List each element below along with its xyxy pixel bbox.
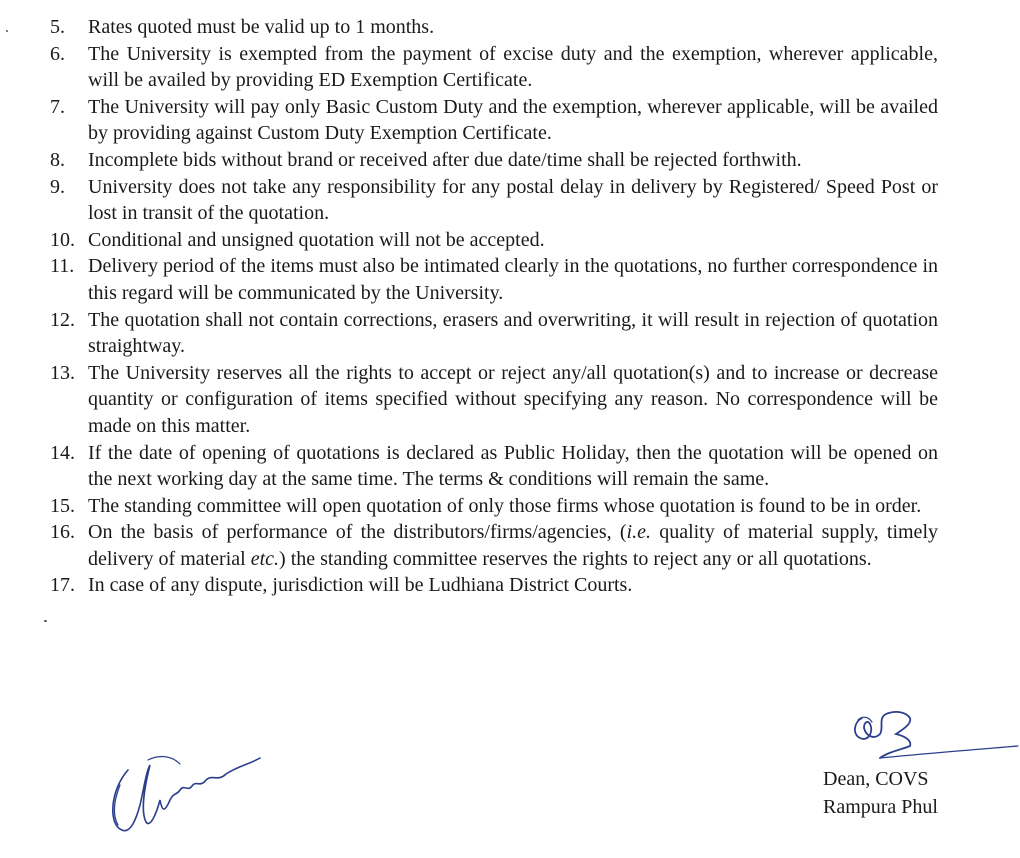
term-number: 10. bbox=[50, 228, 75, 251]
term-item bbox=[40, 14, 938, 41]
term-number: 6. bbox=[50, 42, 65, 65]
term-number: 13. bbox=[50, 361, 75, 384]
term-text: The quotation shall not contain corrections, erasers and overwriting, it will result in rejection of quotation straightway. bbox=[88, 308, 938, 358]
term-item bbox=[40, 572, 938, 599]
signature-stroke bbox=[880, 746, 1018, 758]
signatory-block bbox=[823, 765, 938, 821]
signature-stroke bbox=[148, 757, 180, 764]
term-text: Delivery period of the items must also be intimated clearly in the quotations, no further correspondence in this regard will be communicated by the University. bbox=[88, 255, 938, 304]
term-text-part: quality of material supply, timely delivery of material bbox=[88, 521, 938, 570]
term-text: The University will pay only Basic Custom Duty and the exemption, wherever applicable, will be availed by providing against Custom Duty Exemption Certificate. bbox=[88, 95, 938, 145]
term-text: Conditional and unsigned quotation will not be accepted. bbox=[88, 228, 545, 251]
scan-speck bbox=[44, 620, 47, 622]
term-item bbox=[40, 94, 938, 147]
term-item bbox=[40, 227, 938, 254]
term-text: Incomplete bids without brand or received after due date/time shall be rejected forthwith. bbox=[88, 148, 802, 171]
term-item bbox=[40, 360, 938, 440]
term-item bbox=[40, 253, 938, 306]
term-number: 17. bbox=[50, 574, 75, 597]
term-number: 9. bbox=[50, 175, 65, 198]
term-item bbox=[40, 519, 938, 572]
term-item bbox=[40, 440, 938, 493]
term-text-italic: etc. bbox=[250, 547, 280, 570]
term-item bbox=[40, 174, 938, 227]
signature-stroke bbox=[855, 712, 910, 758]
signature-stroke bbox=[113, 758, 260, 831]
term-text: The University reserves all the rights to accept or reject any/all quotation(s) and to increase or decrease quantity or configuration of items specified without specifying any reason. No correspondence will be made on this matter. bbox=[88, 361, 938, 437]
term-item bbox=[40, 493, 938, 520]
term-number: 5. bbox=[50, 16, 65, 38]
term-item bbox=[40, 147, 938, 174]
signatory-place: Rampura Phul bbox=[823, 796, 938, 818]
term-item bbox=[40, 41, 938, 94]
term-number: 14. bbox=[50, 441, 75, 464]
term-item bbox=[40, 307, 938, 360]
term-number: 8. bbox=[50, 148, 65, 171]
term-text: University does not take any responsibility for any postal delay in delivery by Registered/ Speed Post or lost in transit of the quotation. bbox=[88, 175, 938, 225]
scan-speck bbox=[6, 30, 8, 32]
term-number: 7. bbox=[50, 95, 65, 118]
signatory-title: Dean, COVS bbox=[823, 768, 929, 790]
term-text-part: ) the standing committee reserves the rights to reject any or all quotations. bbox=[279, 547, 872, 570]
term-text: Rates quoted must be valid up to 1 months. bbox=[88, 16, 435, 38]
term-number: 15. bbox=[50, 494, 75, 517]
term-text: If the date of opening of quotations is declared as Public Holiday, then the quotation will be opened on the next working day at the same time. The terms & conditions will remain the same. bbox=[88, 441, 938, 491]
term-text bbox=[88, 519, 938, 572]
term-number: 12. bbox=[50, 308, 75, 331]
term-text: In case of any dispute, jurisdiction will be Ludhiana District Courts. bbox=[88, 574, 633, 597]
term-text-italic: i.e. bbox=[626, 521, 651, 544]
term-text-part: On the basis of performance of the distributors/firms/agencies, ( bbox=[88, 521, 627, 544]
term-text: The University is exempted from the payment of excise duty and the exemption, wherever applicable, will be availed by providing ED Exemption Certificate. bbox=[88, 42, 938, 92]
term-text: The standing committee will open quotation of only those firms whose quotation is found to be in order. bbox=[88, 494, 922, 517]
left-signature bbox=[100, 730, 270, 840]
right-signature bbox=[840, 700, 1020, 770]
terms-list bbox=[40, 14, 938, 599]
term-number: 16. bbox=[50, 521, 75, 544]
term-number: 11. bbox=[50, 255, 75, 278]
